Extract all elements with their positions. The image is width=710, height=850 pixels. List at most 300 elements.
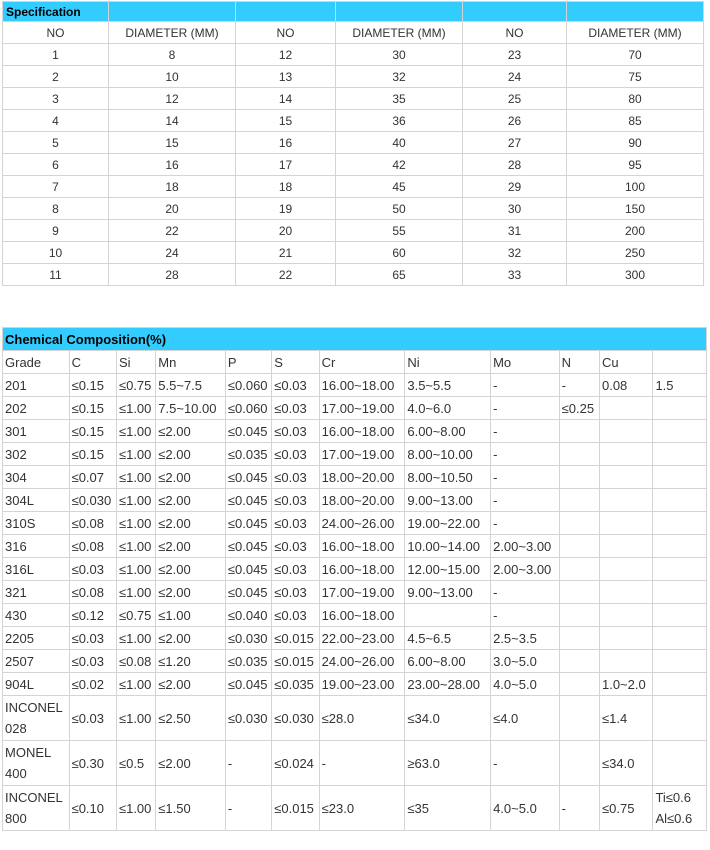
composition-cell: ≤0.5 <box>117 741 155 785</box>
diameter-cell: 85 <box>567 110 703 131</box>
grade-cell: 301 <box>3 420 69 442</box>
column-header-s: S <box>272 351 318 373</box>
diameter-cell: 55 <box>336 220 462 241</box>
table-row <box>3 198 703 219</box>
composition-cell: ≤0.03 <box>272 420 318 442</box>
composition-cell: ≥63.0 <box>405 741 490 785</box>
composition-cell <box>600 489 652 511</box>
column-header-mn: Mn <box>156 351 225 373</box>
composition-cell <box>653 512 706 534</box>
grade-cell: 310S <box>3 512 69 534</box>
row-number-cell: 30 <box>463 198 566 219</box>
grade-cell: 430 <box>3 604 69 626</box>
diameter-cell: 95 <box>567 154 703 175</box>
row-number-cell: 20 <box>236 220 335 241</box>
row-number-cell: 8 <box>3 198 108 219</box>
composition-cell: - <box>491 443 559 465</box>
composition-cell: - <box>491 581 559 603</box>
composition-cell: ≤1.00 <box>117 443 155 465</box>
composition-cell <box>653 466 706 488</box>
composition-cell: 17.00~19.00 <box>320 581 405 603</box>
column-header-p: P <box>226 351 271 373</box>
composition-cell: 19.00~23.00 <box>320 673 405 695</box>
composition-cell: ≤0.15 <box>70 420 116 442</box>
composition-cell: 24.00~26.00 <box>320 650 405 672</box>
table-row <box>3 581 706 603</box>
composition-cell: 2.00~3.00 <box>491 535 559 557</box>
composition-cell <box>560 604 599 626</box>
composition-cell: ≤0.045 <box>226 558 271 580</box>
composition-cell: ≤0.30 <box>70 741 116 785</box>
composition-cell: ≤0.015 <box>272 650 318 672</box>
composition-cell: ≤0.015 <box>272 786 318 830</box>
table-row <box>3 397 706 419</box>
composition-cell <box>600 604 652 626</box>
table-row <box>3 110 703 131</box>
composition-cell: ≤35 <box>405 786 490 830</box>
diameter-cell: 30 <box>336 44 462 65</box>
composition-cell <box>653 489 706 511</box>
composition-cell: ≤0.03 <box>272 443 318 465</box>
composition-cell <box>560 466 599 488</box>
diameter-cell: 60 <box>336 242 462 263</box>
diameter-cell: 150 <box>567 198 703 219</box>
composition-cell: ≤34.0 <box>600 741 652 785</box>
column-header: NO <box>3 22 108 43</box>
row-number-cell: 9 <box>3 220 108 241</box>
composition-cell: ≤2.00 <box>156 466 225 488</box>
row-number-cell: 18 <box>236 176 335 197</box>
composition-cell: 23.00~28.00 <box>405 673 490 695</box>
diameter-cell: 45 <box>336 176 462 197</box>
composition-cell: 8.00~10.50 <box>405 466 490 488</box>
composition-cell: ≤1.00 <box>117 673 155 695</box>
diameter-cell: 250 <box>567 242 703 263</box>
composition-cell <box>600 558 652 580</box>
composition-cell <box>560 489 599 511</box>
row-number-cell: 28 <box>463 154 566 175</box>
composition-cell: ≤2.00 <box>156 489 225 511</box>
column-header: NO <box>463 22 566 43</box>
grade-cell: 202 <box>3 397 69 419</box>
composition-cell: ≤0.03 <box>272 374 318 396</box>
grade-cell: 321 <box>3 581 69 603</box>
grade-cell: 304L <box>3 489 69 511</box>
row-number-cell: 26 <box>463 110 566 131</box>
row-number-cell: 31 <box>463 220 566 241</box>
composition-cell <box>653 673 706 695</box>
composition-cell: ≤2.00 <box>156 627 225 649</box>
composition-cell: ≤0.15 <box>70 397 116 419</box>
grade-cell: 2507 <box>3 650 69 672</box>
diameter-cell: 100 <box>567 176 703 197</box>
diameter-cell: 36 <box>336 110 462 131</box>
diameter-cell: 32 <box>336 66 462 87</box>
diameter-cell: 20 <box>109 198 235 219</box>
grade-cell: 316L <box>3 558 69 580</box>
composition-cell: ≤2.00 <box>156 673 225 695</box>
composition-cell: 16.00~18.00 <box>320 604 405 626</box>
table-row <box>3 154 703 175</box>
row-number-cell: 25 <box>463 88 566 109</box>
composition-cell: ≤2.00 <box>156 512 225 534</box>
diameter-cell: 14 <box>109 110 235 131</box>
composition-cell: ≤0.25 <box>560 397 599 419</box>
composition-cell <box>600 581 652 603</box>
composition-cell: - <box>491 420 559 442</box>
composition-cell: ≤1.00 <box>117 397 155 419</box>
composition-cell: ≤0.035 <box>226 650 271 672</box>
grade-cell: INCONEL 028 <box>3 696 69 740</box>
composition-cell: 4.0~5.0 <box>491 786 559 830</box>
composition-cell: ≤1.00 <box>117 420 155 442</box>
composition-cell <box>560 627 599 649</box>
composition-cell: 18.00~20.00 <box>320 466 405 488</box>
composition-cell: ≤2.00 <box>156 443 225 465</box>
column-header: DIAMETER (MM) <box>109 22 235 43</box>
composition-cell <box>560 512 599 534</box>
composition-cell <box>653 604 706 626</box>
composition-cell: 6.00~8.00 <box>405 420 490 442</box>
composition-cell: 16.00~18.00 <box>320 558 405 580</box>
specification-table <box>2 1 704 286</box>
diameter-cell: 90 <box>567 132 703 153</box>
composition-cell: ≤0.030 <box>70 489 116 511</box>
composition-cell: ≤0.03 <box>70 627 116 649</box>
table-row <box>3 466 706 488</box>
table-row <box>3 604 706 626</box>
diameter-cell: 40 <box>336 132 462 153</box>
row-number-cell: 10 <box>3 242 108 263</box>
composition-cell: ≤2.00 <box>156 535 225 557</box>
composition-cell: ≤0.024 <box>272 741 318 785</box>
composition-cell: - <box>491 604 559 626</box>
composition-cell <box>560 673 599 695</box>
composition-cell: 8.00~10.00 <box>405 443 490 465</box>
composition-cell: ≤1.00 <box>117 489 155 511</box>
composition-cell: - <box>491 374 559 396</box>
chemical-composition-table-body <box>3 328 706 830</box>
specification-title-row <box>3 2 703 21</box>
title-band-cell <box>567 2 703 21</box>
diameter-cell: 8 <box>109 44 235 65</box>
composition-cell: ≤0.030 <box>226 627 271 649</box>
column-header-c: C <box>70 351 116 373</box>
composition-cell: 5.5~7.5 <box>156 374 225 396</box>
composition-cell: ≤0.03 <box>70 650 116 672</box>
composition-cell: ≤0.03 <box>272 604 318 626</box>
composition-cell: ≤0.03 <box>272 397 318 419</box>
composition-cell: - <box>560 374 599 396</box>
table-row <box>3 420 706 442</box>
composition-cell: ≤1.50 <box>156 786 225 830</box>
title-band-cell <box>109 2 235 21</box>
composition-cell: ≤1.00 <box>117 558 155 580</box>
column-header-cu: Cu <box>600 351 652 373</box>
composition-cell <box>653 741 706 785</box>
composition-cell: ≤0.035 <box>226 443 271 465</box>
column-header-si: Si <box>117 351 155 373</box>
composition-cell <box>560 535 599 557</box>
chemical-composition-table <box>2 327 707 831</box>
composition-cell: ≤0.03 <box>70 558 116 580</box>
composition-cell: - <box>320 741 405 785</box>
composition-cell: 9.00~13.00 <box>405 581 490 603</box>
composition-cell: ≤1.00 <box>117 786 155 830</box>
composition-cell: ≤0.03 <box>272 558 318 580</box>
composition-cell: - <box>491 741 559 785</box>
composition-cell <box>653 535 706 557</box>
composition-cell: ≤0.045 <box>226 512 271 534</box>
composition-cell: ≤0.08 <box>117 650 155 672</box>
title-band-cell <box>463 2 566 21</box>
composition-cell: 17.00~19.00 <box>320 443 405 465</box>
table-row <box>3 66 703 87</box>
diameter-cell: 24 <box>109 242 235 263</box>
table-row <box>3 650 706 672</box>
composition-cell: ≤0.07 <box>70 466 116 488</box>
diameter-cell: 12 <box>109 88 235 109</box>
column-header-n: N <box>560 351 599 373</box>
diameter-cell: 200 <box>567 220 703 241</box>
specification-header-row <box>3 22 703 43</box>
diameter-cell: 75 <box>567 66 703 87</box>
row-number-cell: 12 <box>236 44 335 65</box>
row-number-cell: 3 <box>3 88 108 109</box>
row-number-cell: 33 <box>463 264 566 285</box>
composition-cell <box>600 512 652 534</box>
composition-cell: 7.5~10.00 <box>156 397 225 419</box>
composition-cell: ≤0.15 <box>70 374 116 396</box>
diameter-cell: 28 <box>109 264 235 285</box>
composition-cell: - <box>491 397 559 419</box>
column-header-ni: Ni <box>405 351 490 373</box>
composition-cell: ≤0.015 <box>272 627 318 649</box>
column-header: NO <box>236 22 335 43</box>
row-number-cell: 22 <box>236 264 335 285</box>
composition-cell <box>560 650 599 672</box>
title-band-cell <box>336 2 462 21</box>
composition-cell: ≤1.4 <box>600 696 652 740</box>
specification-table-body <box>3 2 703 285</box>
row-number-cell: 17 <box>236 154 335 175</box>
composition-cell: ≤0.12 <box>70 604 116 626</box>
composition-cell: ≤1.20 <box>156 650 225 672</box>
composition-cell: ≤0.75 <box>600 786 652 830</box>
table-row <box>3 176 703 197</box>
composition-cell: ≤0.03 <box>272 489 318 511</box>
table-row <box>3 696 706 740</box>
composition-cell: ≤1.00 <box>117 466 155 488</box>
grade-cell: 904L <box>3 673 69 695</box>
composition-cell: ≤0.045 <box>226 535 271 557</box>
table-row <box>3 88 703 109</box>
table-row <box>3 627 706 649</box>
composition-cell: ≤0.030 <box>272 696 318 740</box>
composition-cell: ≤28.0 <box>320 696 405 740</box>
composition-cell: ≤0.045 <box>226 489 271 511</box>
composition-cell: ≤2.50 <box>156 696 225 740</box>
composition-cell <box>560 581 599 603</box>
composition-cell: ≤1.00 <box>156 604 225 626</box>
composition-cell <box>653 696 706 740</box>
composition-cell: ≤0.03 <box>272 581 318 603</box>
composition-cell: ≤23.0 <box>320 786 405 830</box>
composition-cell <box>405 604 490 626</box>
composition-cell: ≤1.00 <box>117 581 155 603</box>
composition-cell: ≤0.060 <box>226 374 271 396</box>
table-row <box>3 535 706 557</box>
row-number-cell: 13 <box>236 66 335 87</box>
composition-cell: ≤1.00 <box>117 535 155 557</box>
grade-cell: 302 <box>3 443 69 465</box>
composition-cell: 18.00~20.00 <box>320 489 405 511</box>
column-header: DIAMETER (MM) <box>567 22 703 43</box>
row-number-cell: 27 <box>463 132 566 153</box>
composition-cell: ≤0.75 <box>117 604 155 626</box>
composition-cell: ≤0.040 <box>226 604 271 626</box>
title-band-cell <box>236 2 335 21</box>
composition-cell <box>600 420 652 442</box>
composition-cell: ≤4.0 <box>491 696 559 740</box>
table-row <box>3 512 706 534</box>
composition-cell: ≤1.00 <box>117 627 155 649</box>
row-number-cell: 4 <box>3 110 108 131</box>
composition-cell: ≤2.00 <box>156 581 225 603</box>
table-row <box>3 443 706 465</box>
composition-cell: 3.0~5.0 <box>491 650 559 672</box>
composition-cell: 19.00~22.00 <box>405 512 490 534</box>
chemical-title-row <box>3 328 706 350</box>
composition-cell: - <box>226 786 271 830</box>
table-row <box>3 374 706 396</box>
diameter-cell: 35 <box>336 88 462 109</box>
composition-cell <box>560 696 599 740</box>
column-header: DIAMETER (MM) <box>336 22 462 43</box>
table-row <box>3 558 706 580</box>
table-row <box>3 132 703 153</box>
composition-cell: 1.5 <box>653 374 706 396</box>
diameter-cell: 300 <box>567 264 703 285</box>
composition-cell: 10.00~14.00 <box>405 535 490 557</box>
composition-cell: 12.00~15.00 <box>405 558 490 580</box>
table-row <box>3 741 706 785</box>
composition-cell: ≤0.02 <box>70 673 116 695</box>
row-number-cell: 11 <box>3 264 108 285</box>
composition-cell: 6.00~8.00 <box>405 650 490 672</box>
row-number-cell: 19 <box>236 198 335 219</box>
composition-cell: ≤0.03 <box>272 512 318 534</box>
composition-cell: 1.0~2.0 <box>600 673 652 695</box>
composition-cell: 3.5~5.5 <box>405 374 490 396</box>
row-number-cell: 5 <box>3 132 108 153</box>
diameter-cell: 15 <box>109 132 235 153</box>
composition-cell <box>653 627 706 649</box>
composition-cell <box>600 650 652 672</box>
composition-cell: ≤0.08 <box>70 512 116 534</box>
specification-title: Specification <box>3 2 108 21</box>
composition-cell: - <box>491 512 559 534</box>
row-number-cell: 23 <box>463 44 566 65</box>
grade-cell: 304 <box>3 466 69 488</box>
composition-cell: ≤0.060 <box>226 397 271 419</box>
grade-cell: MONEL 400 <box>3 741 69 785</box>
row-number-cell: 2 <box>3 66 108 87</box>
composition-cell <box>600 443 652 465</box>
diameter-cell: 42 <box>336 154 462 175</box>
composition-cell <box>560 741 599 785</box>
composition-cell <box>653 443 706 465</box>
table-row <box>3 44 703 65</box>
composition-cell: ≤0.030 <box>226 696 271 740</box>
column-header-cr: Cr <box>320 351 405 373</box>
row-number-cell: 14 <box>236 88 335 109</box>
table-row <box>3 242 703 263</box>
composition-cell <box>560 420 599 442</box>
composition-cell: ≤0.045 <box>226 466 271 488</box>
composition-cell: 9.00~13.00 <box>405 489 490 511</box>
diameter-cell: 18 <box>109 176 235 197</box>
table-row <box>3 264 703 285</box>
composition-cell: - <box>491 466 559 488</box>
composition-cell <box>653 558 706 580</box>
column-header-extra <box>653 351 706 373</box>
composition-cell: - <box>226 741 271 785</box>
composition-cell: ≤1.00 <box>117 512 155 534</box>
diameter-cell: 80 <box>567 88 703 109</box>
composition-cell: ≤0.15 <box>70 443 116 465</box>
composition-cell: ≤0.03 <box>272 535 318 557</box>
composition-cell: 24.00~26.00 <box>320 512 405 534</box>
chemical-header-row <box>3 351 706 373</box>
composition-cell <box>560 558 599 580</box>
composition-cell: ≤0.045 <box>226 581 271 603</box>
table-row <box>3 786 706 830</box>
row-number-cell: 6 <box>3 154 108 175</box>
column-header-grade: Grade <box>3 351 69 373</box>
composition-cell: ≤0.10 <box>70 786 116 830</box>
composition-cell: ≤2.00 <box>156 741 225 785</box>
composition-cell: ≤1.00 <box>117 696 155 740</box>
table-row <box>3 220 703 241</box>
composition-cell: - <box>560 786 599 830</box>
composition-cell: 2.00~3.00 <box>491 558 559 580</box>
diameter-cell: 65 <box>336 264 462 285</box>
composition-cell: ≤0.045 <box>226 673 271 695</box>
diameter-cell: 16 <box>109 154 235 175</box>
composition-cell: ≤0.03 <box>272 466 318 488</box>
grade-cell: 316 <box>3 535 69 557</box>
composition-cell <box>600 466 652 488</box>
row-number-cell: 16 <box>236 132 335 153</box>
composition-cell: 16.00~18.00 <box>320 535 405 557</box>
row-number-cell: 24 <box>463 66 566 87</box>
grade-cell: 201 <box>3 374 69 396</box>
composition-cell: 0.08 <box>600 374 652 396</box>
composition-cell: ≤0.08 <box>70 535 116 557</box>
composition-cell: 22.00~23.00 <box>320 627 405 649</box>
row-number-cell: 1 <box>3 44 108 65</box>
composition-cell: ≤0.03 <box>70 696 116 740</box>
diameter-cell: 70 <box>567 44 703 65</box>
composition-cell: 4.5~6.5 <box>405 627 490 649</box>
composition-cell: 4.0~6.0 <box>405 397 490 419</box>
composition-cell: 16.00~18.00 <box>320 420 405 442</box>
composition-cell: ≤0.75 <box>117 374 155 396</box>
composition-cell: ≤34.0 <box>405 696 490 740</box>
composition-cell: 17.00~19.00 <box>320 397 405 419</box>
diameter-cell: 22 <box>109 220 235 241</box>
